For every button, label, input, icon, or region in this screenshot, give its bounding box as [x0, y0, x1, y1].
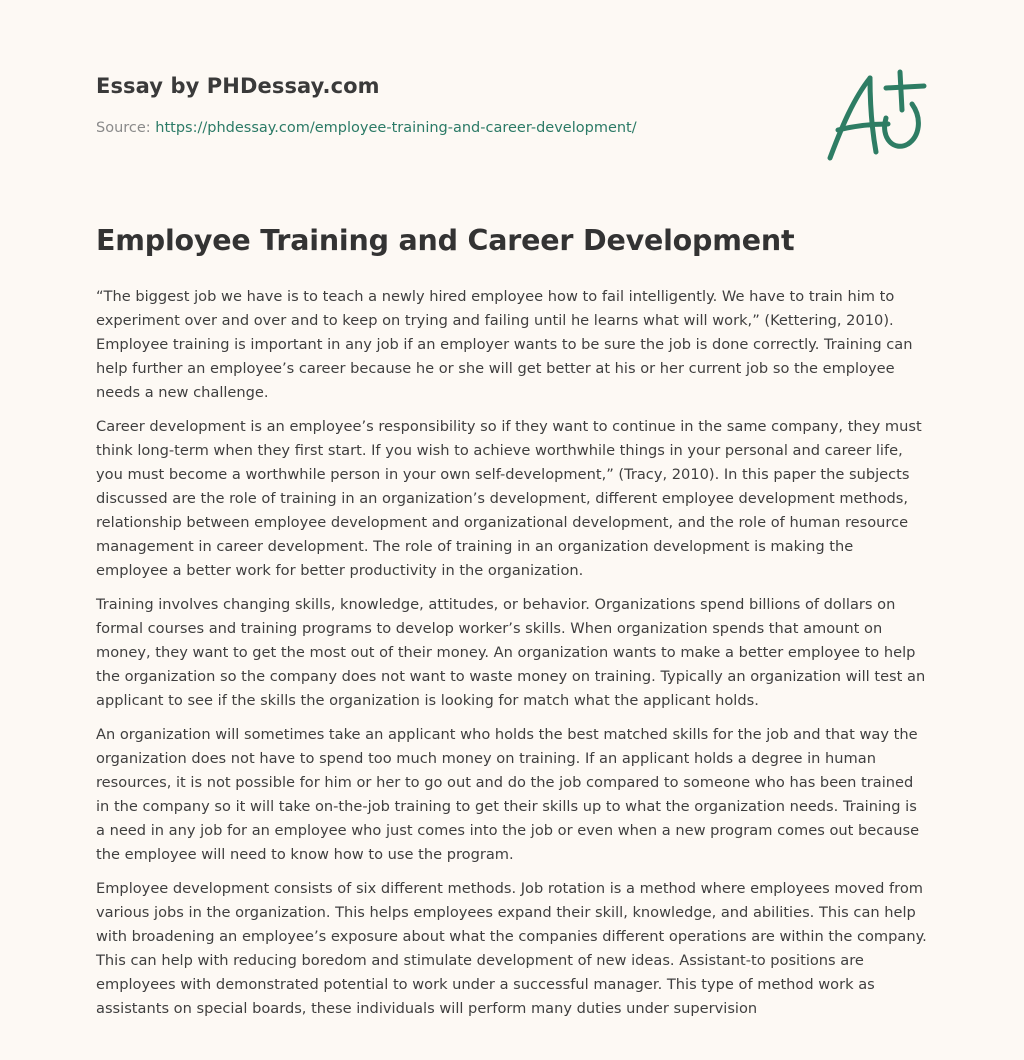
paragraph: “The biggest job we have is to teach a newly hired employee how to fail intelligently. We have to train him to experiment over and over and to keep on trying and failing until he learns what will work,” (Kettering, 2010). Employee training is important in any job if an employer wants to be sure the job is done correctly. Training can help further an employee’s career because he or she will get better at his or her current job so the employee needs a new challenge.	[96, 288, 913, 401]
essay-body	[96, 285, 928, 1031]
paragraph: Employee development consists of six different methods. Job rotation is a method where employees moved from various jobs in the organization. This helps employees expand their skill, knowledge, and abilities. This can help with broadening an employee’s exposure about what the companies different operations are within the company. This can help with reducing boredom and stimulate development of new ideas. Assistant-to positions are employees with demonstrated potential to work under a successful manager. This type of method work as assistants on special boards, these individuals will perform many duties under supervision	[96, 880, 927, 1017]
paragraph: Career development is an employee’s responsibility so if they want to continue in the same company, they must think long-term when they first start. If you wish to achieve worthwhile things in your personal and career life, you must become a worthwhile person in your own self-development,” (Tracy, 2010). In this paper the subjects discussed are the role of training in an organization’s development, different employee development methods, relationship between employee development and organizational development, and the role of human resource management in career development. The role of training in an organization development is making the employee a better work for better productivity in the organization.	[96, 418, 922, 579]
paragraph: Training involves changing skills, knowledge, attitudes, or behavior. Organizations spend billions of dollars on formal courses and training programs to develop worker’s skills. When organization spends that amount on money, they want to get the most out of their money. An organization wants to make a better employee to help the organization so the company does not want to waste money on training. Typically an organization will test an applicant to see if the skills the organization is looking for match what the applicant holds.	[96, 596, 926, 709]
source-label: Source:	[96, 120, 151, 136]
a-plus-logo-icon	[820, 64, 930, 164]
paragraph: An organization will sometimes take an applicant who holds the best matched skills for the job and that way the organization does not have to spend too much money on training. If an applicant holds a degree in human resources, it is not possible for him or her to go out and do the job compared to someone who has been trained in the company so it will take on-the-job training to get their skills up to what the organization needs. Training is a need in any job for an employee who just comes into the job or even when a new program comes out because the employee will need to know how to use the program.	[96, 726, 920, 863]
source-line	[96, 120, 796, 136]
brand-title: Essay by PHDessay.com	[96, 74, 380, 98]
source-link[interactable]: https://phdessay.com/employee-training-and-career-development/	[155, 120, 637, 136]
essay-title: Employee Training and Career Development	[96, 224, 795, 257]
essay-header	[96, 74, 796, 136]
